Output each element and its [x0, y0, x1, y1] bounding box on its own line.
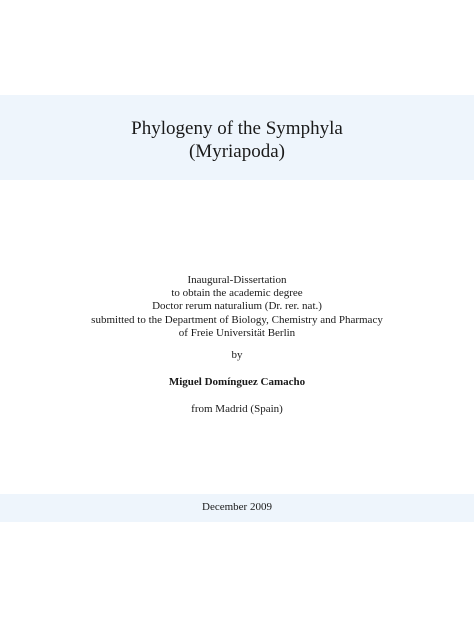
info-line-5: of Freie Universität Berlin: [178, 326, 296, 339]
degree-info: [0, 274, 474, 340]
info-line-2: to obtain the academic degree: [171, 287, 303, 300]
author-origin: from Madrid (Spain): [191, 403, 283, 415]
title-line-1: Phylogeny of the Symphyla: [131, 118, 343, 139]
by-label: by: [231, 349, 243, 361]
dissertation-title: [0, 117, 474, 163]
info-line-1: Inaugural-Dissertation: [187, 274, 287, 286]
submission-date: December 2009: [202, 501, 272, 513]
info-line-4: submitted to the Department of Biology, Chemistry and Pharmacy: [91, 313, 383, 326]
info-line-3: Doctor rerum naturalium (Dr. rer. nat.): [152, 300, 322, 313]
title-line-2: (Myriapoda): [188, 141, 286, 162]
author-name: Miguel Domínguez Camacho: [168, 376, 306, 388]
